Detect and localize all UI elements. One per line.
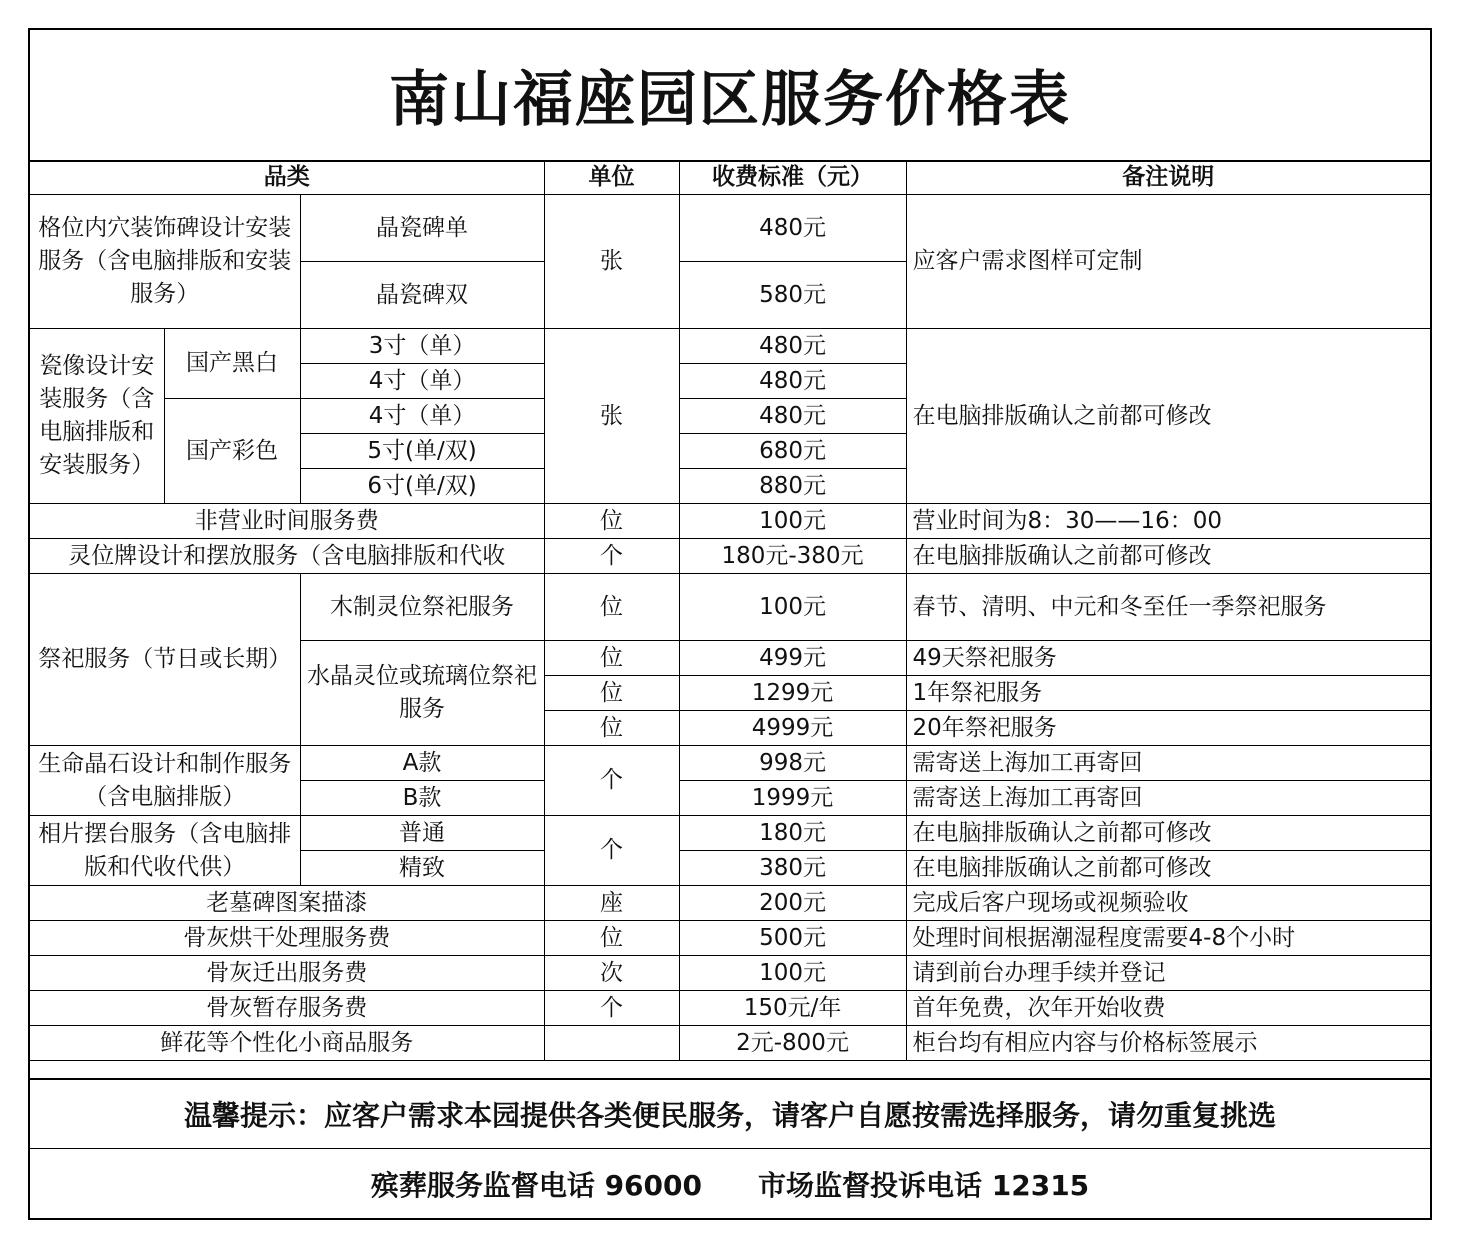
price-cell: 2元-800元	[679, 1026, 906, 1061]
market-hotline: 市场监督投诉电话 12315	[758, 1168, 1090, 1202]
price-cell: 880元	[679, 469, 906, 504]
category-cell: 祭祀服务（节日或长期）	[30, 574, 300, 746]
table-row	[30, 746, 1430, 781]
item-name: 晶瓷碑单	[300, 195, 544, 262]
funeral-hotline: 殡葬服务监督电话 96000	[370, 1168, 702, 1202]
unit-cell	[544, 1026, 679, 1061]
table-row	[30, 539, 1430, 574]
price-cell: 100元	[679, 956, 906, 991]
category-cell: 相片摆台服务（含电脑排版和代收代供）	[30, 816, 300, 886]
price-cell: 500元	[679, 921, 906, 956]
item-name: 老墓碑图案描漆	[30, 886, 544, 921]
unit-cell: 位	[544, 504, 679, 539]
note-cell: 应客户需求图样可定制	[906, 195, 1430, 329]
price-cell: 480元	[679, 195, 906, 262]
header-row	[30, 160, 1430, 195]
price-cell: 100元	[679, 574, 906, 641]
tip-text: 温馨提示：应客户需求本园提供各类便民服务，请客户自愿按需选择服务，请勿重复挑选	[30, 1078, 1430, 1149]
table-row	[30, 991, 1430, 1026]
category-cell: 瓷像设计安装服务（含电脑排版和安装服务）	[30, 329, 164, 504]
note-cell: 处理时间根据潮湿程度需要4-8个小时	[906, 921, 1430, 956]
header-note: 备注说明	[906, 160, 1430, 195]
price-cell: 1299元	[679, 676, 906, 711]
unit-cell: 位	[544, 676, 679, 711]
category-cell: 生命晶石设计和制作服务（含电脑排版）	[30, 746, 300, 816]
item-name: 5寸(单/双)	[300, 434, 544, 469]
note-cell: 需寄送上海加工再寄回	[906, 781, 1430, 816]
item-name: 木制灵位祭祀服务	[300, 574, 544, 641]
unit-cell: 次	[544, 956, 679, 991]
price-cell: 100元	[679, 504, 906, 539]
item-name: 鲜花等个性化小商品服务	[30, 1026, 544, 1061]
category-cell: 格位内穴装饰碑设计安装服务（含电脑排版和安装服务）	[30, 195, 300, 329]
page-title: 南山福座园区服务价格表	[30, 30, 1430, 162]
item-name: 4寸（单）	[300, 399, 544, 434]
unit-cell: 座	[544, 886, 679, 921]
unit-cell: 个	[544, 746, 679, 816]
price-cell: 150元/年	[679, 991, 906, 1026]
note-cell: 首年免费，次年开始收费	[906, 991, 1430, 1026]
note-cell: 20年祭祀服务	[906, 711, 1430, 746]
item-name: 非营业时间服务费	[30, 504, 544, 539]
note-cell: 请到前台办理手续并登记	[906, 956, 1430, 991]
item-name: 普通	[300, 816, 544, 851]
price-cell: 580元	[679, 262, 906, 329]
price-cell: 480元	[679, 364, 906, 399]
note-cell: 春节、清明、中元和冬至任一季祭祀服务	[906, 574, 1430, 641]
price-cell: 4999元	[679, 711, 906, 746]
price-cell: 200元	[679, 886, 906, 921]
item-name: 精致	[300, 851, 544, 886]
note-cell: 需寄送上海加工再寄回	[906, 746, 1430, 781]
price-cell: 998元	[679, 746, 906, 781]
unit-cell: 位	[544, 921, 679, 956]
price-cell: 680元	[679, 434, 906, 469]
item-name: 6寸(单/双)	[300, 469, 544, 504]
price-sheet	[28, 28, 1432, 1220]
subcategory-cell: 国产黑白	[164, 329, 300, 399]
header-category: 品类	[30, 160, 544, 195]
table-row	[30, 1026, 1430, 1061]
item-name: 3寸（单）	[300, 329, 544, 364]
price-cell: 180元	[679, 816, 906, 851]
unit-cell: 位	[544, 641, 679, 676]
unit-cell: 张	[544, 329, 679, 504]
subcategory-cell: 国产彩色	[164, 399, 300, 504]
note-cell: 在电脑排版确认之前都可修改	[906, 816, 1430, 851]
note-cell: 在电脑排版确认之前都可修改	[906, 851, 1430, 886]
price-cell: 480元	[679, 329, 906, 364]
price-cell: 480元	[679, 399, 906, 434]
unit-cell: 位	[544, 711, 679, 746]
header-unit: 单位	[544, 160, 679, 195]
note-cell: 在电脑排版确认之前都可修改	[906, 329, 1430, 504]
table-row	[30, 504, 1430, 539]
table-row	[30, 329, 1430, 364]
unit-cell: 张	[544, 195, 679, 329]
item-name: 灵位牌设计和摆放服务（含电脑排版和代收	[30, 539, 544, 574]
item-name: 骨灰暂存服务费	[30, 991, 544, 1026]
table-row	[30, 574, 1430, 641]
price-cell: 1999元	[679, 781, 906, 816]
item-name: 水晶灵位或琉璃位祭祀服务	[300, 641, 544, 746]
unit-cell: 个	[544, 539, 679, 574]
note-cell: 完成后客户现场或视频验收	[906, 886, 1430, 921]
table-row	[30, 195, 1430, 262]
price-table	[30, 160, 1430, 1061]
item-name: A款	[300, 746, 544, 781]
note-cell: 在电脑排版确认之前都可修改	[906, 539, 1430, 574]
table-row	[30, 956, 1430, 991]
table-row	[30, 816, 1430, 851]
table-row	[30, 921, 1430, 956]
price-cell: 499元	[679, 641, 906, 676]
unit-cell: 位	[544, 574, 679, 641]
note-cell: 柜台均有相应内容与价格标签展示	[906, 1026, 1430, 1061]
phone-row	[30, 1149, 1430, 1218]
unit-cell: 个	[544, 991, 679, 1026]
item-name: 骨灰迁出服务费	[30, 956, 544, 991]
item-name: B款	[300, 781, 544, 816]
item-name: 晶瓷碑双	[300, 262, 544, 329]
price-cell: 180元-380元	[679, 539, 906, 574]
price-cell: 380元	[679, 851, 906, 886]
note-cell: 1年祭祀服务	[906, 676, 1430, 711]
item-name: 4寸（单）	[300, 364, 544, 399]
note-cell: 49天祭祀服务	[906, 641, 1430, 676]
item-name: 骨灰烘干处理服务费	[30, 921, 544, 956]
unit-cell: 个	[544, 816, 679, 886]
table-row	[30, 886, 1430, 921]
note-cell: 营业时间为8：30——16：00	[906, 504, 1430, 539]
header-price: 收费标准（元）	[679, 160, 906, 195]
